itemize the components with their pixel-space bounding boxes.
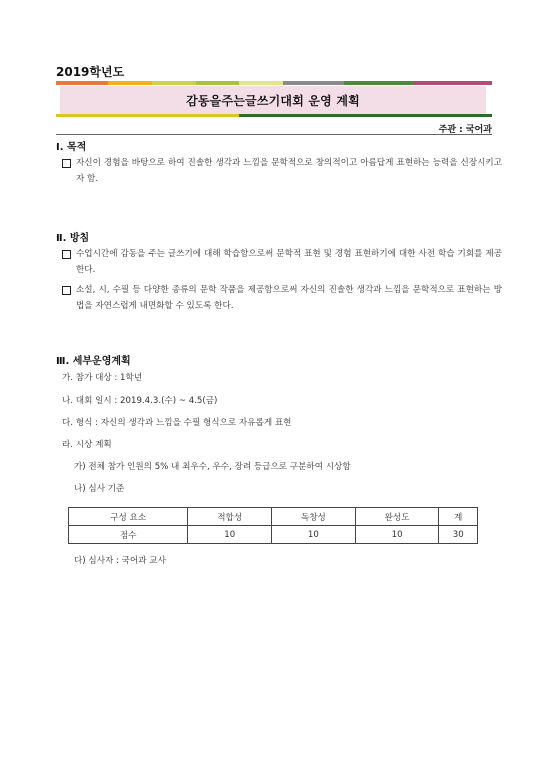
school-year: 2019학년도 (56, 65, 125, 79)
section-title-details: Ⅲ. 세부운영계획 (56, 356, 131, 367)
host-department: 주관 : 국어과 (438, 125, 492, 135)
table-header-cell: 완성도 (355, 508, 439, 526)
table-cell: 10 (272, 526, 356, 544)
judging-criteria-label: 나) 심사 기준 (74, 484, 125, 494)
section-title-policy: Ⅱ. 방침 (56, 233, 90, 244)
table-header-cell: 계 (439, 508, 478, 526)
table-header-cell: 구성 요소 (69, 508, 188, 526)
judges-line: 다) 심사자 : 국어과 교사 (74, 556, 166, 566)
table-header-cell: 적합성 (188, 508, 272, 526)
bottom-color-bar (56, 114, 492, 117)
table-header-cell: 독창성 (272, 508, 356, 526)
document-title: 감동을주는글쓰기대회 운영 계획 (186, 93, 360, 108)
list-item: 소설, 시, 수필 등 다양한 종류의 문학 작품을 제공함으로써 자신의 진솔한 생각과 느낌을 문학적으로 표현하는 방법을 자연스럽게 내면화할 수 있도록 한다. (62, 282, 502, 314)
table-row (69, 526, 478, 544)
table-header-row (69, 508, 478, 526)
plan-item-date: 나. 대회 일시 : 2019.4.3.(수) ~ 4.5(금) (62, 396, 218, 406)
section-title-purpose: Ⅰ. 목적 (56, 142, 87, 153)
title-box (60, 86, 486, 114)
checkbox-bullet-icon (62, 250, 71, 259)
judging-criteria-table (68, 507, 478, 544)
top-color-bar (56, 81, 492, 85)
plan-item-format: 다. 형식 : 자신의 생각과 느낌을 수필 형식으로 자유롭게 표현 (62, 418, 292, 428)
plan-item-target: 가. 참가 대상 : 1학년 (62, 373, 143, 383)
table-cell: 10 (355, 526, 439, 544)
award-detail: 가) 전체 참가 인원의 5% 내 최우수, 우수, 장려 등급으로 구분하여 시상함 (74, 462, 351, 472)
table-cell: 10 (188, 526, 272, 544)
table-cell: 점수 (69, 526, 188, 544)
list-item: 자신이 경험을 바탕으로 하여 진솔한 생각과 느낌을 문학적으로 창의적이고 아름답게 표현하는 능력을 신장시키고자 함. (62, 155, 502, 187)
plan-item-awards: 라. 시상 계획 (62, 440, 112, 450)
divider-line (56, 134, 492, 135)
checkbox-bullet-icon (62, 286, 71, 295)
list-item: 수업시간에 감동을 주는 글쓰기에 대해 학습함으로써 문학적 표현 및 경험 표현하기에 대한 사전 학습 기회를 제공한다. (62, 246, 502, 278)
checkbox-bullet-icon (62, 159, 71, 168)
table-cell: 30 (439, 526, 478, 544)
